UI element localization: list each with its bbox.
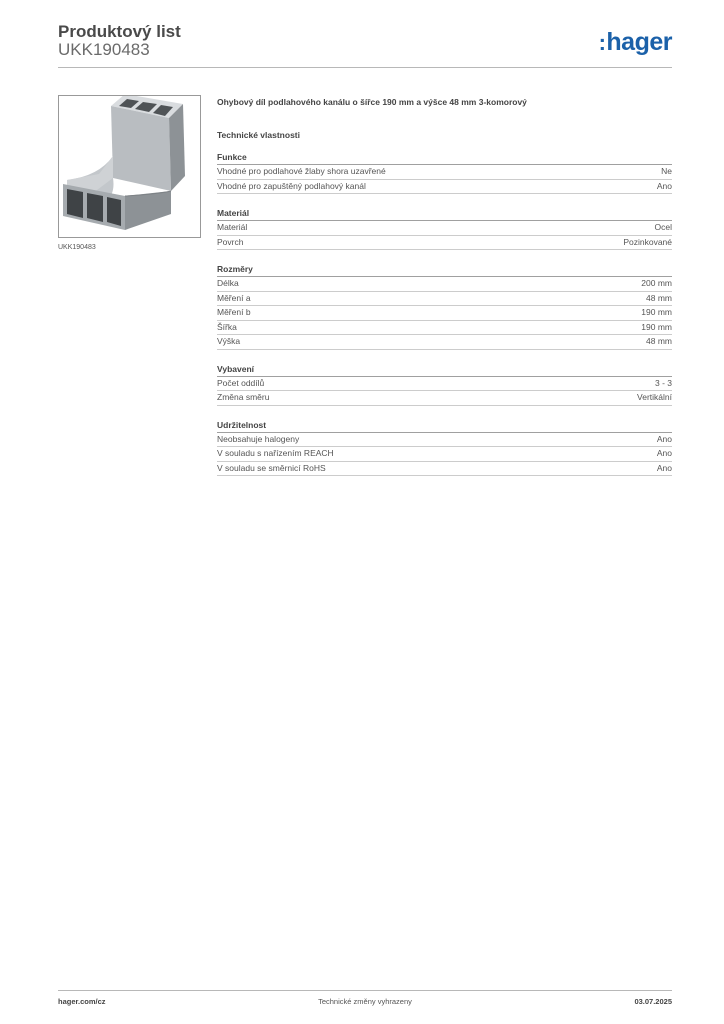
page-header	[58, 20, 672, 70]
spec-row	[217, 335, 672, 350]
spec-row	[217, 391, 672, 406]
spec-value: 48 mm	[646, 336, 672, 346]
header-divider	[58, 67, 672, 68]
spec-value: 200 mm	[641, 278, 672, 288]
logo-dots: :	[598, 30, 606, 55]
spec-label: Materiál	[217, 222, 248, 232]
spec-value: Ocel	[654, 222, 672, 232]
spec-row	[217, 306, 672, 321]
spec-value: 48 mm	[646, 292, 672, 303]
hager-logo	[599, 28, 672, 57]
product-description: Ohybový díl podlahového kanálu o šířce 190 mm a výšce 48 mm 3-komorový	[217, 97, 527, 107]
page-title: Produktový list	[58, 22, 181, 41]
spec-label: Počet oddílů	[217, 377, 265, 388]
spec-value: 190 mm	[641, 307, 672, 317]
spec-label: Vhodné pro podlahové žlaby shora uzavřené	[217, 166, 386, 176]
section-rozmery	[217, 264, 672, 350]
spec-label: V souladu se směrnicí RoHS	[217, 462, 326, 473]
logo-text: hager	[606, 28, 672, 56]
spec-value: Ano	[656, 433, 672, 444]
spec-value: Ano	[656, 448, 672, 458]
footer-date: 03.07.2025	[634, 997, 672, 1006]
spec-row	[217, 180, 672, 195]
spec-value: 190 mm	[641, 321, 672, 332]
spec-row	[217, 236, 672, 251]
spec-value: 3 - 3	[654, 377, 672, 388]
product-image	[58, 95, 201, 238]
spec-row	[217, 277, 672, 292]
section-material	[217, 208, 672, 250]
floor-channel-bend-illustration	[59, 96, 200, 237]
spec-row	[217, 321, 672, 336]
spec-row	[217, 447, 672, 462]
spec-label: V souladu s nařízením REACH	[217, 448, 334, 458]
section-udrzitelnost	[217, 420, 672, 477]
spec-row	[217, 292, 672, 307]
website-link[interactable]: hager.com/cz	[58, 997, 106, 1006]
product-code: UKK190483	[58, 40, 150, 59]
spec-value: Vertikální	[637, 392, 672, 402]
section-title: Materiál	[217, 208, 672, 221]
spec-row	[217, 221, 672, 236]
spec-row	[217, 462, 672, 477]
spec-label: Měření a	[217, 292, 251, 303]
spec-label: Změna směru	[217, 392, 270, 402]
spec-value: Pozinkované	[623, 236, 672, 247]
section-vybaveni	[217, 364, 672, 406]
spec-row	[217, 433, 672, 448]
spec-label: Délka	[217, 278, 239, 288]
section-title: Udržitelnost	[217, 420, 672, 433]
spec-value: Ne	[661, 166, 672, 176]
spec-label: Povrch	[217, 236, 244, 247]
spec-value: Ano	[656, 462, 672, 473]
section-title: Vybavení	[217, 364, 672, 377]
footer-divider	[58, 990, 672, 991]
spec-label: Vhodné pro zapuštěný podlahový kanál	[217, 180, 366, 191]
spec-label: Šířka	[217, 321, 237, 332]
spec-label: Měření b	[217, 307, 251, 317]
section-title: Funkce	[217, 152, 672, 165]
product-details	[217, 97, 672, 476]
section-funkce	[217, 152, 672, 194]
technical-properties-heading: Technické vlastnosti	[217, 130, 300, 140]
spec-label: Výška	[217, 336, 241, 346]
spec-row	[217, 165, 672, 180]
spec-label: Neobsahuje halogeny	[217, 433, 300, 444]
footer-notice: Technické změny vyhrazeny	[318, 997, 412, 1006]
image-caption: UKK190483	[58, 244, 96, 251]
spec-row	[217, 377, 672, 392]
section-title: Rozměry	[217, 264, 672, 277]
spec-value: Ano	[656, 180, 672, 191]
